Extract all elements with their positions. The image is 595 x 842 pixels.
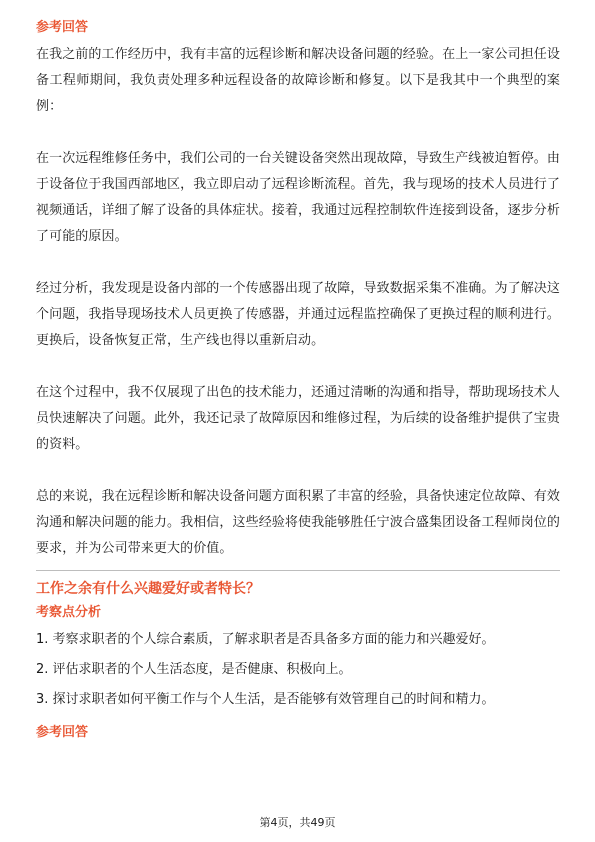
- answer-heading: 参考回答: [36, 20, 89, 35]
- answer-heading-2: 参考回答: [36, 725, 89, 740]
- answer-paragraph-4: 在这个过程中，我不仅展现了出色的技术能力，还通过清晰的沟通和指导，帮助现场技术人员快速解决了问题。此外，我还记录了故障原因和维修过程，为后续的设备维护提供了宝贵的资料。: [36, 385, 561, 452]
- analysis-item-1: 1. 考察求职者的个人综合素质，了解求职者是否具备多方面的能力和兴趣爱好。: [36, 632, 495, 647]
- answer-paragraph-5: 总的来说，我在远程诊断和解决设备问题方面积累了丰富的经验，具备快速定位故障、有效沟通和解决问题的能力。我相信，这些经验将使我能够胜任宁波合盛集团设备工程师岗位的要求，并为公司带来更大的价值。: [36, 489, 561, 556]
- section-divider: [36, 570, 560, 571]
- answer-paragraph-3: 经过分析，我发现是设备内部的一个传感器出现了故障，导致数据采集不准确。为了解决这个问题，我指导现场技术人员更换了传感器，并通过远程监控确保了更换过程的顺利进行。更换后，设备恢复正常，生产线也得以重新启动。: [36, 281, 561, 348]
- paragraph-spacer: [36, 354, 560, 380]
- page-content: [36, 18, 560, 745]
- question-title: 工作之余有什么兴趣爱好或者特长？: [36, 581, 260, 597]
- analysis-item-3: 3. 探讨求职者如何平衡工作与个人生活，是否能够有效管理自己的时间和精力。: [36, 692, 495, 707]
- analysis-item-2: 2. 评估求职者的个人生活态度，是否健康、积极向上。: [36, 662, 352, 677]
- answer-paragraph-1: 在我之前的工作经历中，我有丰富的远程诊断和解决设备问题的经验。在上一家公司担任设备工程师期间，我负责处理多种远程设备的故障诊断和修复。以下是我其中一个典型的案例：: [36, 47, 561, 114]
- paragraph-spacer: [36, 120, 560, 146]
- answer-paragraph-2: 在一次远程维修任务中，我们公司的一台关键设备突然出现故障，导致生产线被迫暂停。由于设备位于我国西部地区，我立即启动了远程诊断流程。首先，我与现场的技术人员进行了视频通话，详细了解了设备的具体症状。接着，我通过远程控制软件连接到设备，逐步分析了可能的原因。: [36, 151, 561, 244]
- page-footer: 第4页，共49页: [259, 816, 336, 829]
- paragraph-spacer: [36, 458, 560, 484]
- analysis-heading: 考察点分析: [36, 605, 102, 620]
- paragraph-spacer: [36, 250, 560, 276]
